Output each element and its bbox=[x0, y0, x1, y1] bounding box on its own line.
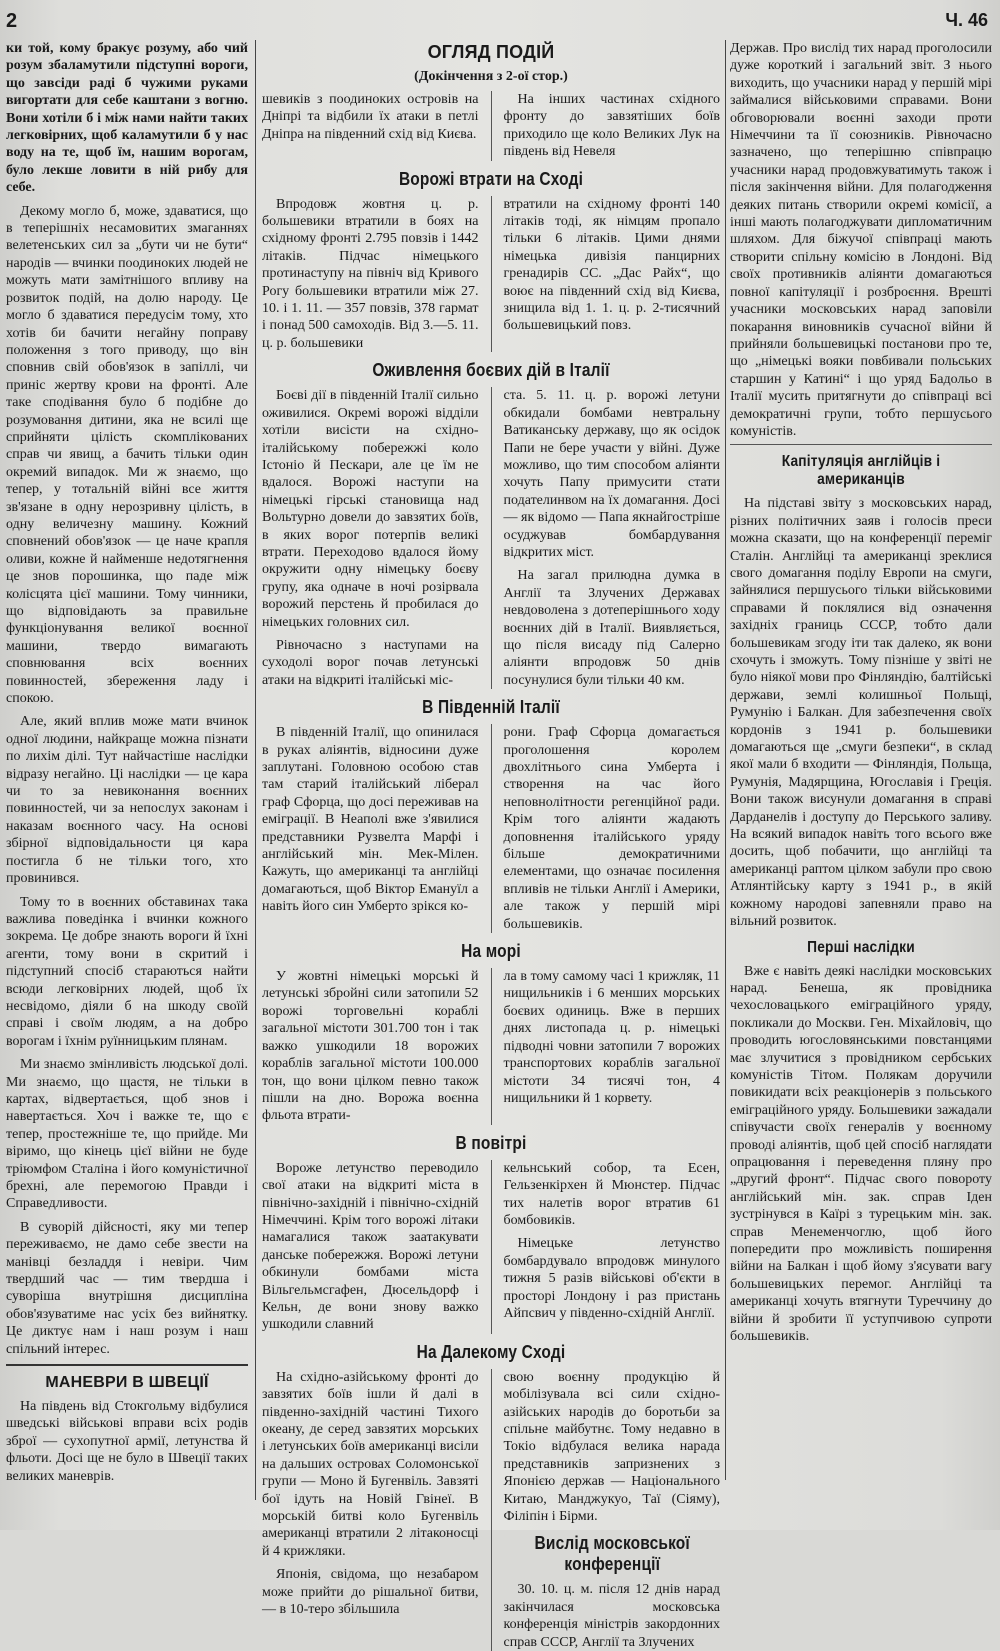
section-heading: На морі bbox=[461, 941, 521, 962]
first-results-text: Вже є навіть деякі наслідки московських нарад. Бенеша, як провідника чехословацького еміграційного уряду, покликали до Москви. Ген. Міхайловіч, що проводить югословянськими повстанцями має злучитися з провідником сербських комуністів Тітом. Полякам доручили повикидати всіх реакціонерів з польського еміграційного уряду. Большевики зажадали співучасти своїх генералів у воєнному проводі аліянтів, щоб цей спосіб наглядати опрацювання і переведення пляну про „другий фронт“. Підчас свого повороту англійський мін. зак. справ Іден зустрінувся в Каїрі з турецьким мін. зак. справ Менеменчоглю, щоб його попередити про можливість поширення війни на Балкан і щоб йому з'ясувати вагу большевицьких перемог. Англійці та американці хочуть втягнути Туреччину до війни й зробити її уступчивою супроти большевиків. bbox=[730, 963, 992, 1345]
section-body bbox=[262, 196, 720, 353]
section-text: Впродовж жовтня ц. р. большевики втратили в боях на східному фронті 2.795 повзів і 1442 літаків. Підчас німецького протинаступу на північ від Кривого Рогу большевики втратили між 27. 10. і 1. 11. — 357 повзів, 378 гармат і понад 500 самоходів. Від 3.—5. 11. ц. р. большевики bbox=[262, 196, 479, 351]
section-text: Німецьке летунство бомбардувало впродовж минулого тижня 5 разів військові об'єкти в просторі Лондону і раз пристань Айпсвич у південно-східній Англії. bbox=[503, 1236, 720, 1321]
section-heading: Ворожі втрати на Сході bbox=[398, 168, 584, 189]
intro-left-text: шевиків з поодиноких островів на Дніпрі та відбили їх атаки в петлі Дніпра на південний схід від Києва. bbox=[262, 92, 479, 142]
article-paragraph: Декому могло б, може, здаватися, що в теперішніх несамовитих змаганнях велетенських сил за „бути чи не бути“ народів — вчинки поодиноких людей не можуть мати замітнішого впливу на розвиток подій, на долю народу. Це могло б здаватися передусім тому, хто хотів би бачити негайну поправу положення з того приводу, що він сповнив свій обов'язок в запіллі, чи приніс жертву крови на фронті. Але таке сподівання було б подібне до розумовання дитини, яка не всилі ще сприйняти цілість скомплікованих справ чи явищ, а бачить тільки один окремий випадок. Ми ж знаємо, що тепер, у тотальній війні все життя зв'язане в одну нерозривну цілість, в одну величезну машину. Кожний сповнений обов'язок — це наче крапля оливи, кожне й найменше недотягнення це знов порошинка, що паде між колісцята цієї машини. Тому чинники, що відповідають за правильне функціонування великої воєнної машини, твердо вимагають сповнювання всіх воєнних повинностей, збереження ладу і спокою. bbox=[6, 203, 248, 707]
section-text: ста. 5. 11. ц. р. ворожі летуни обкидали бомбами невтральну Ватиканську державу, що як осідок Папи не бере участи у війні. Дуже можливо, що тим способом аліянти хочуть Папу примусити стати подателинвом на їх домагання. Досі — як відомо — Папа якнайгостріше осуджував бомбардування відкритих міст. bbox=[503, 388, 720, 560]
section-text: На східно-азійському фронті до завзятих боїв ішли й далі в південно-західній частині Тихого океану, де серед завзятих морських і летунських боїв американці висіли на дальших островах Соломонської групи — Моно й Бугенвіль. Завзяті бої ідуть на Новій Гвінеї. В морській битві коло Бугенвіль американці втратили 2 літаконосці й 4 крижляки. bbox=[262, 1369, 479, 1559]
article-paragraph: В суворій дійсності, яку ми тепер переживаємо, не дамо себе звести на манівці безладдя і невіри. Чим твердший час — тим твердша і суворіша внутрішня дисципліна обов'язуватиме нас усіх без вийнятку. Це диктує нам і наш розум і наш спільний інтерес. bbox=[6, 1219, 248, 1357]
section-divider bbox=[730, 444, 992, 445]
section-text: ла в тому самому часі 1 крижляк, 11 нищильників і 6 менших морських боєвих одиниць. Вже в перших днях листопада ц. р. німецькі підводні човни затопили 7 ворожих транспортових кораблів загальної містоти 34 тисячі тон, 4 нищильники й 1 корвету. bbox=[503, 969, 720, 1106]
article-paragraph: Держав. Про вислід тих нарад проголосили дуже короткий і загальний звіт. З нього виходить, що учасники нарад у першій мірі займалися військовими справами. Вони обговорювали воєнні заходи проти Німеччини та її союзників. Рівночасно зазначено, що теперішню співпрацю учасники нарад продовжуватимуть також і після закінчення війни. Для полагодження деяких питань створили окремі комісії, а інші мають полагоджувати дипломатичним шляхом. Для біжучої співпраці мають створити спільну комісію в Лондоні. Від своїх противників аліянти домагаються повної капітуляції і розброєння. Врешті учасники московських нарад заповіли покарання виновників сучасної війни й прийняли большевицькі постанови про те, що „німецькі вояки повбивали польських старшин у Катині“ і що уряд Бадольо в Італії мусить притягнути до співпраці всі демократичні групи, тобто першусього комуністів. bbox=[730, 41, 992, 439]
section-heading: Вислід московської конференції bbox=[534, 1533, 690, 1575]
section-text: Боєві дії в південній Італії сильно оживилися. Окремі ворожі відділи хотіли висісти на східно-італійському побережжі коло Істоніо й Пескари, але це їм не вдалося. Ворожі наступи на німецькі гірські становища над Вольтурно довели до завзятих боїв, в яких ворог потерпів великі втрати. Переходово вдалося йому окружити одну німецьку боєву групу, яка одначе в ночі розірвала ворожий перстень й пробилася до німецьких головних сил. bbox=[262, 388, 479, 630]
issue-number: Ч. 46 bbox=[945, 10, 988, 30]
review-title: ОГЛЯД ПОДІЙ bbox=[427, 42, 555, 62]
section-text: рони. Граф Сфорца домагається проголошення королем двохлітнього сина Умберта і створення на час його неповнолітности регенційної ради. Крім того аліянти жадають доповнення італійського уряду більше демократичними елементами, що означає посилення впливів не тільки Англії і Америки, але також у першій мірі большевиків. bbox=[503, 725, 720, 932]
column-rule-2 bbox=[725, 40, 726, 1480]
right-column bbox=[730, 40, 992, 1480]
page-number: 2 bbox=[6, 10, 18, 32]
first-results-heading: Перші наслідки bbox=[807, 938, 915, 956]
section-body bbox=[262, 387, 720, 689]
section-text: На загал прилюдна думка в Англії та Злучених Державах невдоволена з дотеперішнього ходу воєнних дій в Італії. Виявляється, що після висаду під Салерно аліянти впродовж 50 днів посунулися були тільки 40 км. bbox=[503, 568, 720, 688]
center-column bbox=[262, 40, 720, 1650]
section-text: Японія, свідома, що незабаром може прийти до рішальної битви, — в 10-теро збільшила bbox=[262, 1567, 479, 1618]
left-column bbox=[6, 40, 248, 1502]
article-paragraph: Ми знаємо змінливість людської долі. Ми знаємо, що щастя, не тільки в картах, відвертається, щоб знов і навертається. Хоч і важке те, що є тепер, простежніше те, що прийде. Ми віримо, що кінець цієї війни не буде тріюмфом Сталіна і його комуністичної брехні, але перемогою Правди і Справедливости. bbox=[6, 1057, 248, 1212]
section-text: втратили на східному фронті 140 літаків тоді, як німцям пропало тільки 6 літаків. Цими днями німецька дивізія панцирних гренадирів СС. „Дас Райх“, що воює на південний схід від Києва, знищила від 1. 1. ц. р. 2-тисячний большевицький повз. bbox=[503, 196, 720, 334]
capitulation-text: На підставі звіту з московських нарад, різних політичних заяв і голосів преси можна сказати, що на конференції переміг Сталін. Англійці та американці зреклися свого домагання поділу Европи на смуги, зайнялися першусього тільки військовими справами й поклялися від означення західніх границь СССР, тобто дали большевикам згоду іти так далеко, як вони схочуть і зможуть. Тому пізніше у звіті не було ніякої мови про Фінляндію, балтійські держави, землі колишньої Польщі, Румунію і Балкан. Для забезпечення своїх кордонів з 1941 р. большевики домагаються ще „смуги безпеки“, в склад якої мали б входити — Фінляндія, Польща, Румунія, Мадярщина, Югославія і Греція. Вони також висунули домагання в справі Дарданелів і доступу до Перського заливу. На всякий випадок навіть того всього вже досить, щоб побачити, що англійці та американці раптом цілком забули про свою Атлянтійську карту з 1941 р., в якій кожному народові запевняли право на вільний розвиток. bbox=[730, 496, 992, 930]
section-text: кельнський собор, та Есен, Гельзенкірхен й Мюнстер. Підчас тих налетів ворог втратив 61 бомбовиків. bbox=[503, 1160, 720, 1228]
section-body bbox=[262, 968, 720, 1125]
section-text: Вороже летунство переводило свої атаки на відкриті міста в північно-західній і північно-східній Німеччині. Крім того ворожі літаки намагалися також заатакувати данське побережжя. Ворожі летуни обкинули бомбами міста Вільгельмсгафен, Дюсельдорф і Кельн, де вони знову важко ушкодили славний bbox=[262, 1160, 479, 1333]
section-body bbox=[262, 1160, 720, 1334]
article-paragraph: ки той, кому бракує розуму, або чий розум збаламутили підступні вороги, що завсіди раді б чужими руками вигортати для себе каштани з вогню. Вони хотіли б і між нами найти таких легковірних, щоб каламутили б у нас воду на те, щоб їм, нашим ворогам, було лекше ловити в ній рибу для себе. bbox=[6, 41, 248, 196]
section-text: В південній Італії, що опинилася в руках аліянтів, відносини дуже заплутані. Головною особою став там старий італійський ліберал граф Сфорца, що досі переживав на еміграції. В Неаполі вже з'явилися представники Рузвелта Марфі і англійський мін. Мек-Мілен. Кажуть, що американці та англійці домагаються, щоб Віктор Емануїл а навіть його син Умберто зрікся ко- bbox=[262, 725, 479, 915]
maneuvers-heading: МАНЕВРИ В ШВЕЦІЇ bbox=[45, 1374, 209, 1392]
review-subtitle: (Докінчення з 2-ої стор.) bbox=[414, 69, 568, 84]
intro-right-text: На інших частинах східного фронту до завзятіших боїв приходило ще коло Великих Лук на південь від Невеля bbox=[503, 92, 720, 160]
section-body bbox=[262, 724, 720, 933]
article-paragraph: Але, який вплив може мати вчинок одної людини, найкраще можна пізнати по лихім ділі. Тут найчастіше наслідки відразу негайно. Ці наслідки — це кара чи то за невиконання воєнних повинностей, чи за непослух законам і наказам воєнного часу. На основі збірної відповідальности ця кара постигла б не тільки того, хто провинився. bbox=[6, 714, 248, 887]
section-text: свою воєнну продукцію й мобілізувала всі сили східно-азійських народів до боротьби за спільне майбутнє. Тому недавно в Токіо відбулася велика нарада представників запризнених з Японією держав — Національного Китаю, Манджукуо, Таї (Сіяму), Філіпін і Бірми. bbox=[503, 1369, 720, 1525]
section-heading: Оживлення боєвих дій в Італії bbox=[372, 360, 610, 381]
section-body bbox=[262, 1369, 720, 1651]
section-heading: В повітрі bbox=[455, 1132, 527, 1153]
section-text: 30. 10. ц. м. після 12 днів нарад закінчилася московська конференція міністрів закордонних справ СССР, Англії та Злучених bbox=[503, 1582, 720, 1650]
section-text: У жовтні німецькі морські й летунські збройні сили затопили 52 ворожі торговельні кораблі загальної містоти 301.700 тон і так важко ушкодили 18 ворожих кораблів загальної містоти 100.000 тон, що вони цілком певно також пішли на дно. Ворожа воєнна фльота втрати- bbox=[262, 969, 479, 1124]
section-text: Рівночасно з наступами на суходолі ворог почав летунські атаки на відкриті італійські міс- bbox=[262, 637, 479, 688]
maneuvers-text: На південь від Стокгольму відбулися шведські військові вправи всіх родів зброї — сухопутної армії, летунства й фльоти. Досі ще не було в Швеції таких великих маневрів. bbox=[6, 1399, 248, 1484]
article-paragraph: Тому то в воєнних обставинах така важлива поведінка і вчинки кожного зокрема. Це добре знають вороги й їхні агенти, тому вони в скритий і підступний спосіб стараються найти всюди легковірних людей, щоб їх несвідомо, діяли б на шкоду своїй справі і своїм людям, а на добро ворогам і їхнім руїнницьким плянам. bbox=[6, 894, 248, 1049]
section-heading: На Далекому Сході bbox=[416, 1341, 566, 1362]
section-heading: В Південній Італії bbox=[422, 697, 560, 718]
intro-block bbox=[262, 91, 720, 161]
capitulation-heading: Капітуляція англійців і американців bbox=[781, 453, 941, 489]
section-divider bbox=[6, 1364, 248, 1366]
column-rule-1 bbox=[255, 40, 256, 1500]
